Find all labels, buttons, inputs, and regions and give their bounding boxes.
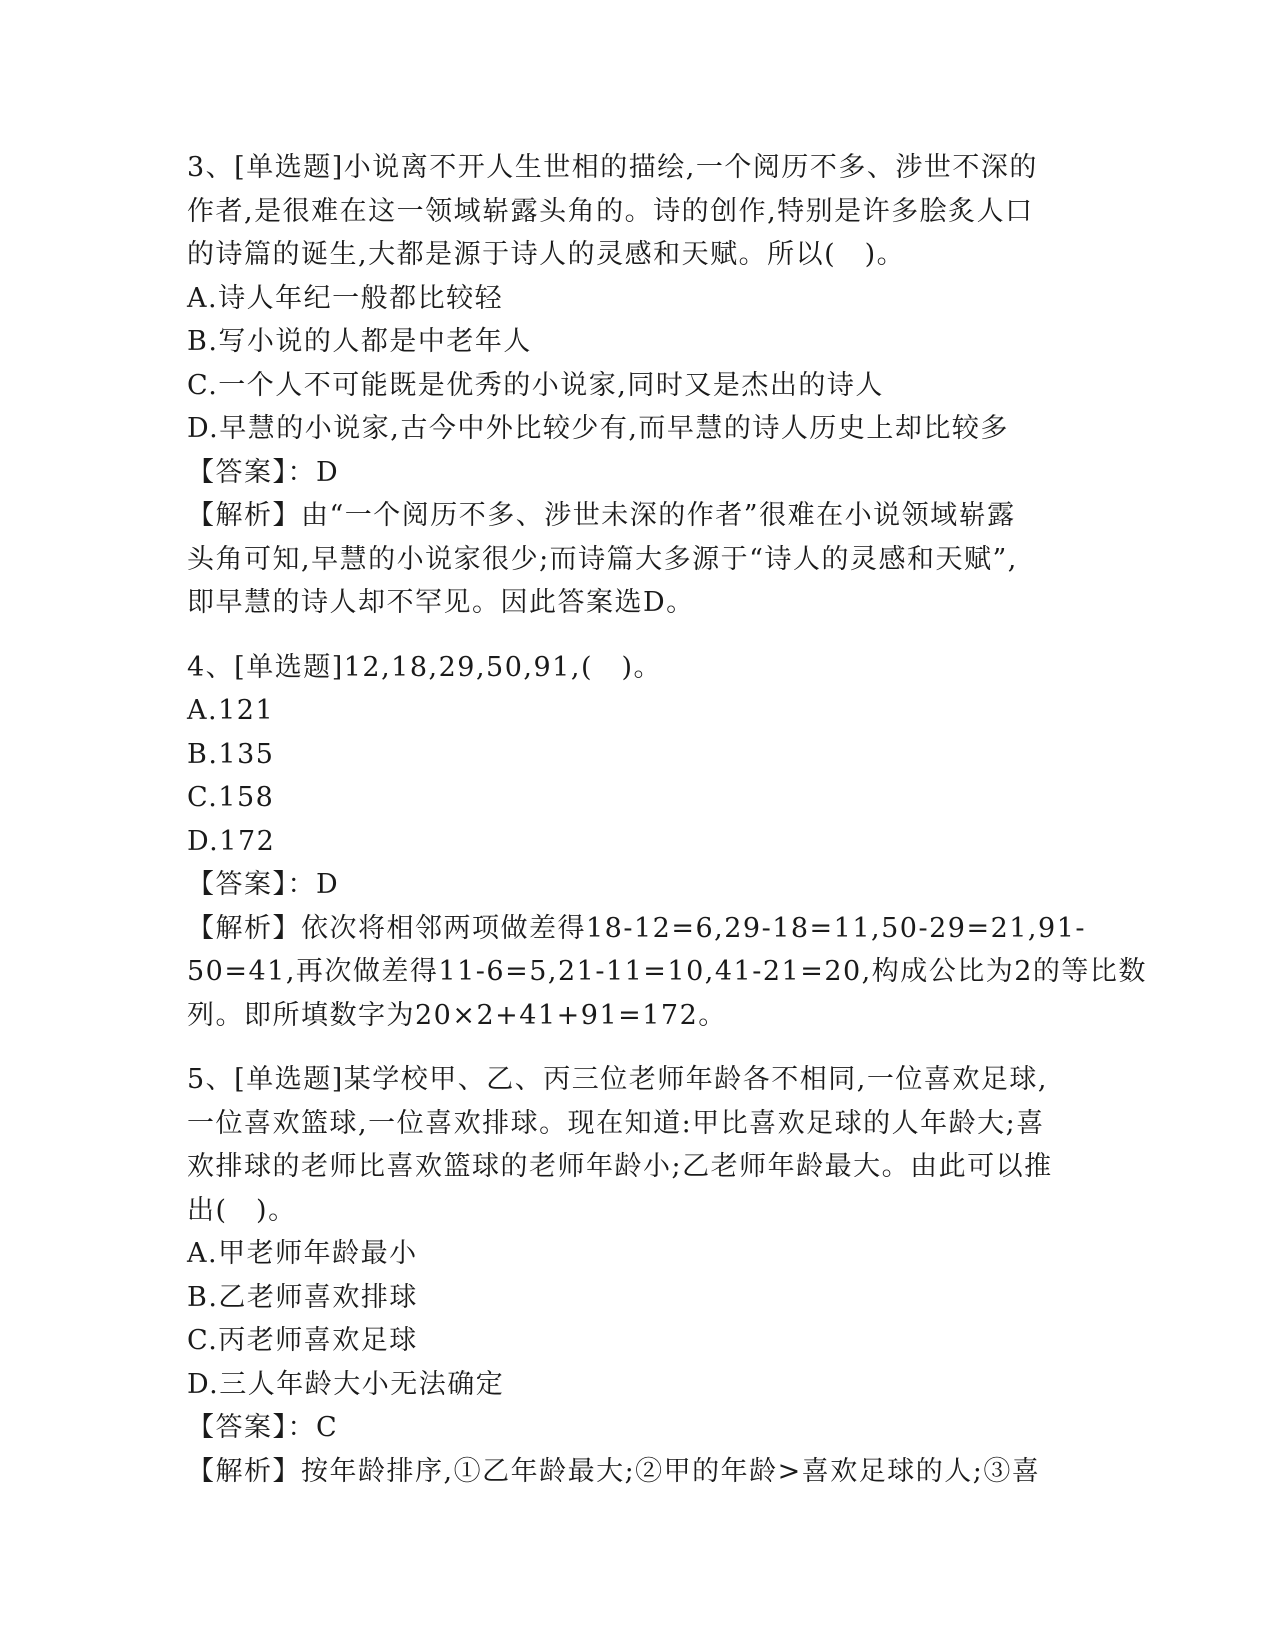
analysis-line: 50=41,再次做差得11-6=5,21-11=10,41-21=20,构成公比为2的等比数	[187, 956, 1147, 987]
question-spacer	[187, 1037, 1082, 1058]
question-stem-line: 4、[单选题]12,18,29,50,91,( )。	[187, 651, 663, 683]
question-stem-line: 的诗篇的诞生,大都是源于诗人的灵感和天赋。所以( )。	[187, 239, 906, 270]
analysis-line: 【解析】由“一个阅历不多、涉世未深的作者”很难在小说领域崭露	[187, 500, 1016, 531]
analysis-line: 列。即所填数字为20×2+41+91=172。	[187, 999, 727, 1031]
question-4	[187, 646, 1147, 1038]
analysis-line: 即早慧的诗人却不罕见。因此答案选D。	[187, 587, 695, 618]
option-b: B.乙老师喜欢排球	[187, 1281, 418, 1313]
option-c: C.一个人不可能既是优秀的小说家,同时又是杰出的诗人	[187, 369, 884, 401]
option-c: C.丙老师喜欢足球	[187, 1325, 418, 1356]
question-stem-line: 一位喜欢篮球,一位喜欢排球。现在知道:甲比喜欢足球的人年龄大;喜	[187, 1107, 1045, 1139]
question-stem-line: 作者,是很难在这一领域崭露头角的。诗的创作,特别是许多脍炙人口	[187, 195, 1034, 227]
option-d: D.早慧的小说家,古今中外比较少有,而早慧的诗人历史上却比较多	[187, 413, 1009, 444]
option-b: B.写小说的人都是中老年人	[187, 326, 532, 357]
option-d: D.172	[187, 825, 276, 857]
option-a: A.甲老师年龄最小	[187, 1238, 418, 1269]
option-a: A.诗人年纪一般都比较轻	[187, 282, 504, 314]
question-stem-line: 3、[单选题]小说离不开人生世相的描绘,一个阅历不多、涉世不深的	[187, 152, 1038, 183]
analysis-line: 【解析】按年龄排序,①乙年龄最大;②甲的年龄>喜欢足球的人;③喜	[187, 1455, 1041, 1487]
question-3	[187, 146, 1082, 625]
option-d: D.三人年龄大小无法确定	[187, 1368, 505, 1400]
document-page	[187, 146, 1147, 1493]
option-b: B.135	[187, 738, 275, 770]
answer-line: 【答案】：C	[187, 1412, 339, 1443]
question-stem-line: 5、[单选题]某学校甲、乙、丙三位老师年龄各不相同,一位喜欢足球,	[187, 1064, 1048, 1095]
question-spacer	[187, 625, 1082, 646]
analysis-line: 【解析】依次将相邻两项做差得18-12=6,29-18=11,50-29=21,91-	[187, 912, 1086, 944]
question-5	[187, 1058, 1082, 1493]
answer-line: 【答案】：D	[187, 456, 340, 488]
option-c: C.158	[187, 782, 275, 813]
answer-line: 【答案】：D	[187, 869, 340, 900]
question-stem-line: 欢排球的老师比喜欢篮球的老师年龄小;乙老师年龄最大。由此可以推	[187, 1151, 1053, 1182]
question-stem-line: 出( )。	[187, 1194, 297, 1226]
option-a: A.121	[187, 695, 275, 726]
analysis-line: 头角可知,早慧的小说家很少;而诗篇大多源于“诗人的灵感和天赋”,	[187, 543, 1018, 575]
